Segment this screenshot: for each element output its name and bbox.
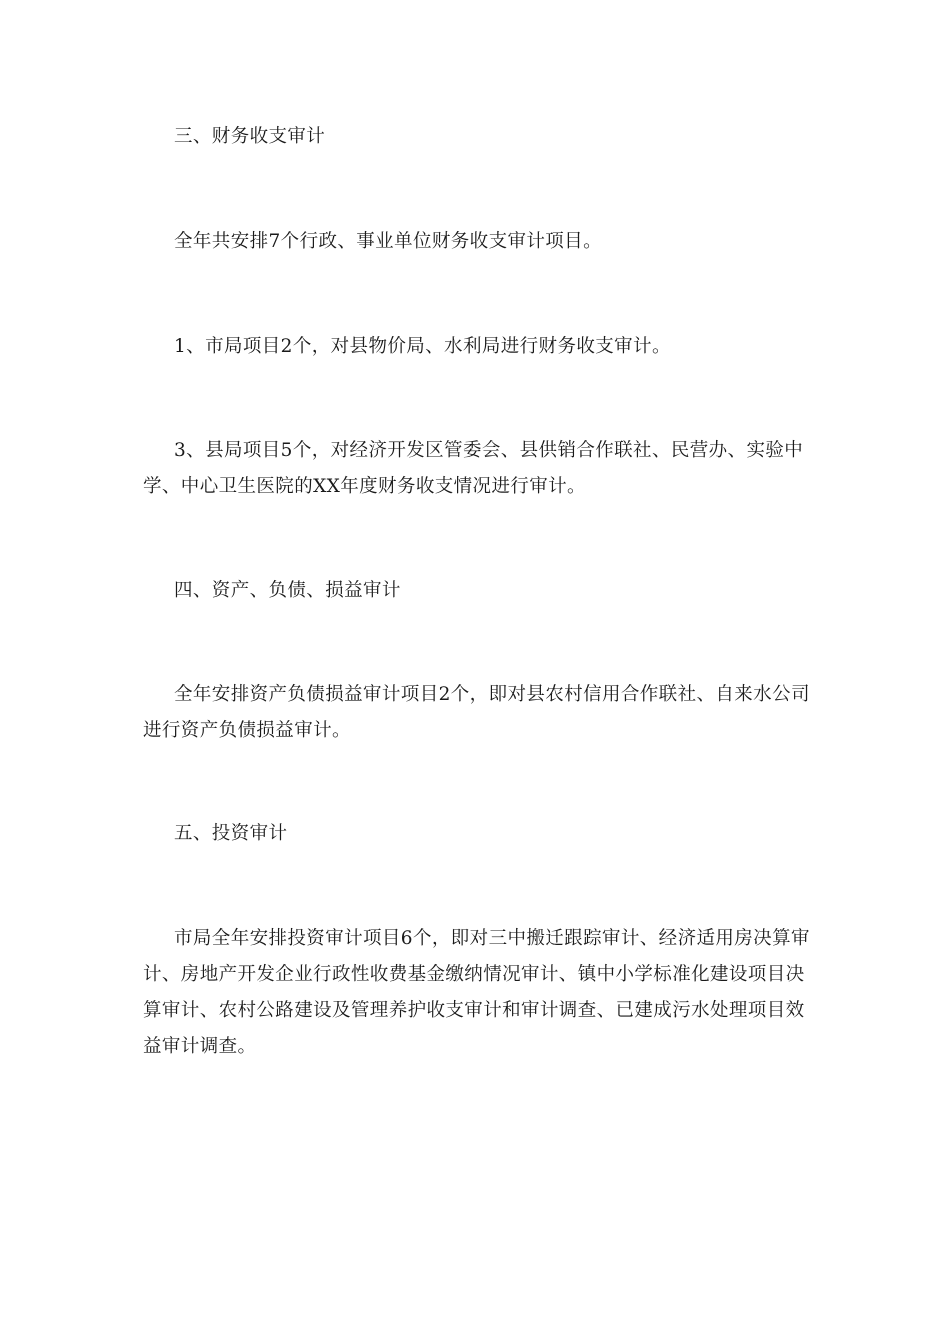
section-heading-investment-audit: 五、投资审计 <box>174 823 288 844</box>
paragraph-investment-audit: 市局全年安排投资审计项目6个，即对三中搬迁跟踪审计、经济适用房决算审计、房地产开发企业行政性收费基金缴纳情况审计、镇中小学标准化建设项目决算审计、农村公路建设及管理养护收支审计和审计调查、已建成污水处理项目效益审计调查。 <box>143 928 810 1057</box>
section-heading-financial-audit: 三、财务收支审计 <box>174 126 326 147</box>
paragraph-city-bureau-projects: 1、市局项目2个，对县物价局、水利局进行财务收支审计。 <box>174 336 671 357</box>
section-heading-asset-liability-audit: 四、资产、负债、损益审计 <box>174 580 401 601</box>
paragraph-county-bureau-projects: 3、县局项目5个，对经济开发区管委会、县供销合作联社、民营办、实验中学、中心卫生医院的XX年度财务收支情况进行审计。 <box>143 440 804 497</box>
paragraph-financial-audit-summary: 全年共安排7个行政、事业单位财务收支审计项目。 <box>174 231 602 252</box>
paragraph-asset-liability-audit: 全年安排资产负债损益审计项目2个，即对县农村信用合作联社、自来水公司进行资产负债损益审计。 <box>143 684 810 741</box>
